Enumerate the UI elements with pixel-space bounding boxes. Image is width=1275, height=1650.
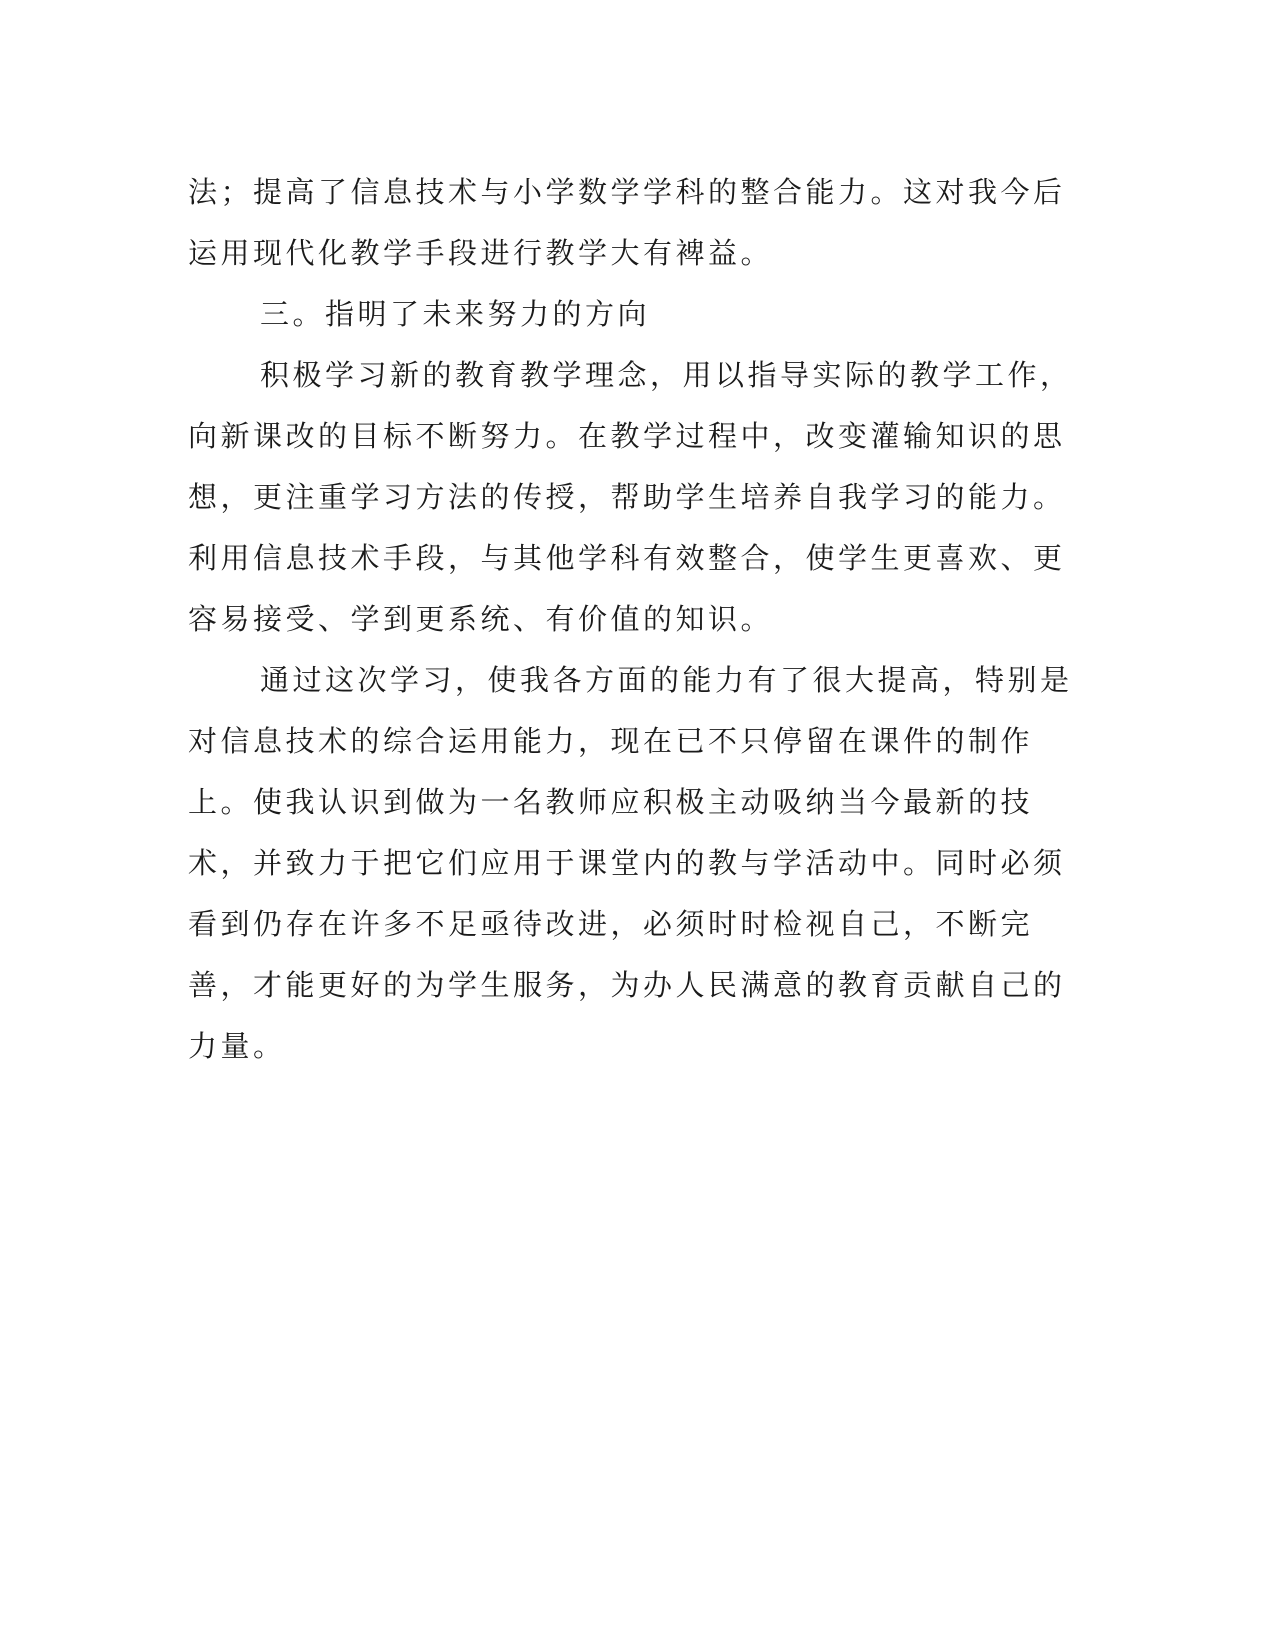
section-heading: 三。指明了未来努力的方向 [260,297,651,331]
paragraph-learning-direction: 积极学习新的教育教学理念，用以指导实际的教学工作，向新课改的目标不断努力。在教学过程中，改变灌输知识的思想，更注重学习方法的传授，帮助学生培养自我学习的能力。利用信息技术手段，与其他学科有效整合，使学生更喜欢、更容易接受、学到更系统、有价值的知识。 [188,358,1073,636]
paragraph-conclusion: 通过这次学习，使我各方面的能力有了很大提高，特别是对信息技术的综合运用能力，现在已不只停留在课件的制作上。使我认识到做为一名教师应积极主动吸纳当今最新的技术，并致力于把它们应用于课堂内的教与学活动中。同时必须看到仍存在许多不足亟待改进，必须时时检视自己，不断完善，才能更好的为学生服务，为办人民满意的教育贡献自己的力量。 [188,663,1073,1063]
paragraph-continuation: 法；提高了信息技术与小学数学学科的整合能力。这对我今后运用现代化教学手段进行教学大有裨益。 [188,175,1066,270]
document-body [188,162,1073,1077]
